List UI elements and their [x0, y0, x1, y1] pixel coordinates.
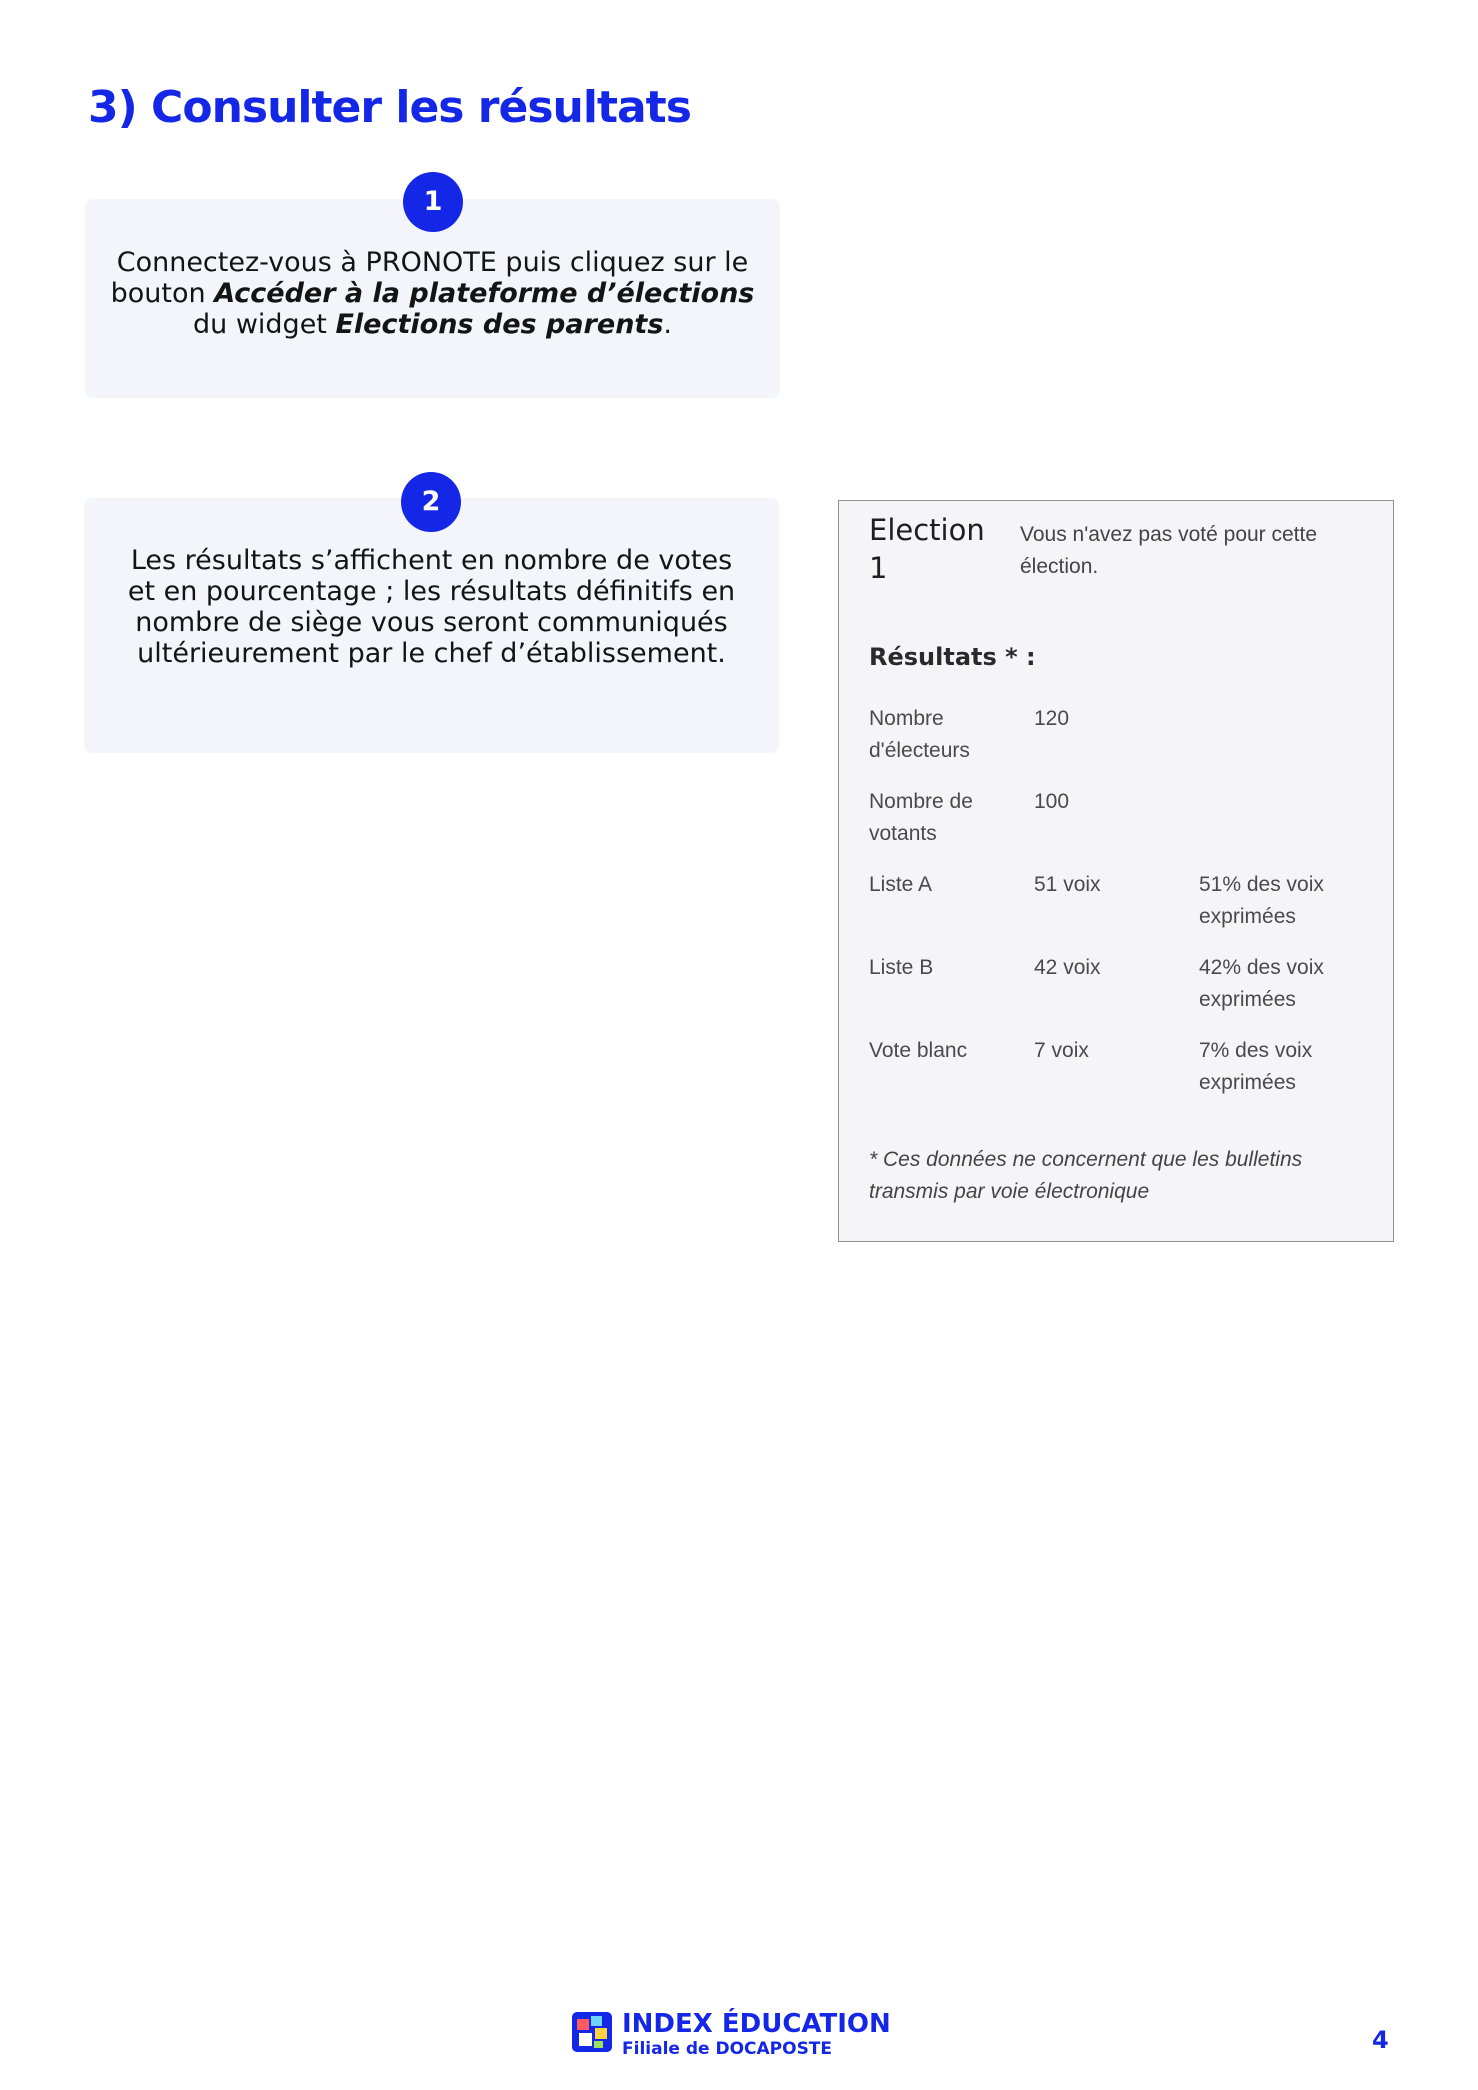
- step-2-text: Les résultats s’affichent en nombre de votes et en pourcentage ; les résultats définitifs en nombre de siège vous seront communiqués ultérieurement par le chef d’établissement.: [127, 545, 736, 669]
- page-title: 3) Consulter les résultats: [88, 82, 691, 133]
- step-1-number-badge: 1: [403, 172, 463, 232]
- vote-status-text: Vous n'avez pas voté pour cette élection.: [1020, 523, 1318, 578]
- results-row-percent: 7% des voix exprimées: [1199, 1039, 1313, 1094]
- results-row: [869, 703, 1369, 773]
- results-row-percent: 42% des voix exprimées: [1199, 956, 1324, 1011]
- results-row: [869, 952, 1369, 1022]
- results-footnote: * Ces données ne concernent que les bulletins transmis par voie électronique: [869, 1148, 1303, 1203]
- brand-subtitle: Filiale de DOCAPOSTE: [622, 2039, 833, 2059]
- step-1-text-part: Connectez-vous à PRONOTE puis cliquez sur le bouton: [110, 247, 749, 309]
- step-2-card: [84, 498, 779, 753]
- step-1-button-name: Accéder à la plateforme d’élections: [214, 278, 755, 309]
- brand-name: INDEX ÉDUCATION: [622, 2009, 891, 2039]
- results-row: [869, 869, 1369, 939]
- results-row: [869, 786, 1369, 856]
- results-row-value: 100: [1034, 790, 1070, 813]
- step-2-number-badge: 2: [401, 472, 461, 532]
- results-row-label: Nombre d'électeurs: [869, 707, 970, 762]
- election-title: Election 1: [869, 513, 985, 585]
- results-row-label: Nombre de votants: [869, 790, 973, 845]
- page-number: 4: [1372, 2026, 1389, 2054]
- results-heading: Résultats * :: [869, 643, 1036, 671]
- results-row-label: Liste A: [869, 873, 933, 896]
- results-row: [869, 1035, 1369, 1105]
- index-education-logo-icon: [572, 2012, 612, 2052]
- results-row-value: 7 voix: [1034, 1039, 1089, 1062]
- step-1-text-part: du widget: [193, 309, 336, 340]
- results-row-value: 120: [1034, 707, 1070, 730]
- results-row-label: Liste B: [869, 956, 934, 979]
- results-row-value: 42 voix: [1034, 956, 1101, 979]
- results-row-value: 51 voix: [1034, 873, 1101, 896]
- step-1-widget-name: Elections des parents: [335, 309, 664, 340]
- results-row-percent: 51% des voix exprimées: [1199, 873, 1324, 928]
- step-1-text-part: .: [663, 309, 672, 340]
- election-results-panel: [838, 500, 1394, 1242]
- step-1-text: [103, 247, 762, 340]
- results-row-label: Vote blanc: [869, 1039, 968, 1062]
